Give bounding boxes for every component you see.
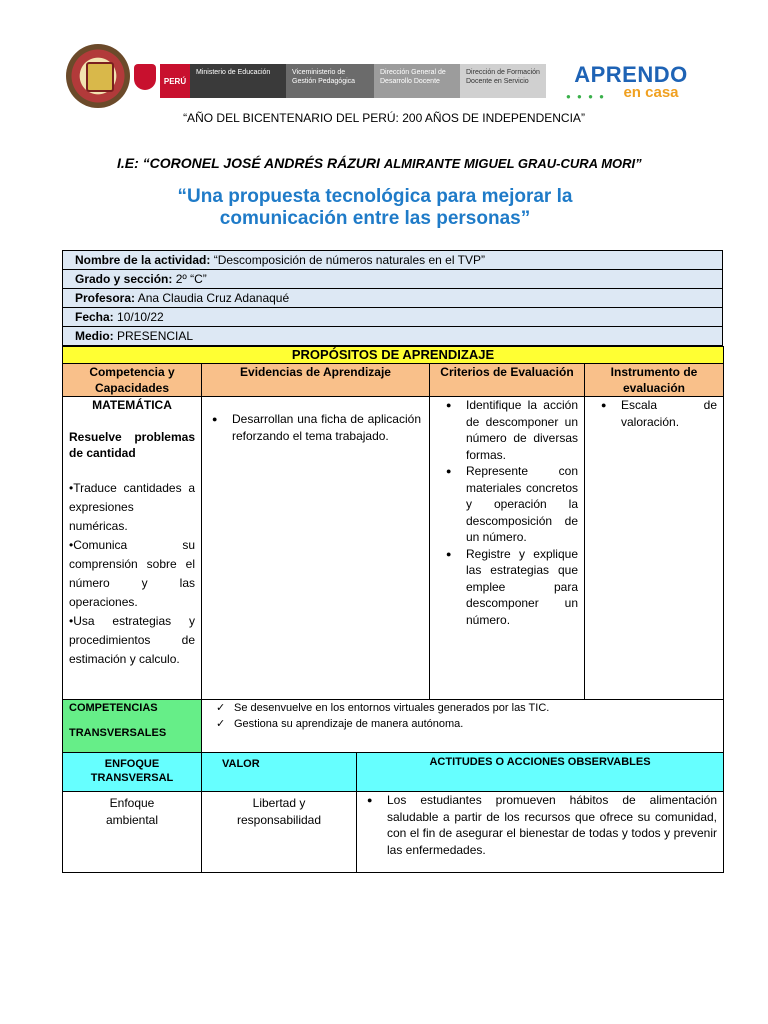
transversal-item: ✓ Gestiona su aprendizaje de manera autónoma. <box>216 716 717 732</box>
purposes-table <box>62 346 724 700</box>
criteria-item: ● Identifique la acción de descomponer un número de diversas formas. <box>466 397 578 463</box>
school-crest-logo <box>66 44 130 108</box>
header-criteria: Criterios de Evaluación <box>430 364 585 397</box>
header-evidence: Evidencias de Aprendizaje <box>202 364 430 397</box>
transversal-competences-list <box>202 700 724 753</box>
attitudes-cell <box>357 792 724 873</box>
capacity-item: •Usa estrategias y procedimientos de estimación y calculo. <box>69 613 195 666</box>
competence-cell <box>63 397 202 700</box>
gov-block-training: Dirección de Formación Docente en Servicio <box>460 64 546 98</box>
gov-block-ministry: Ministerio de Educación <box>190 64 286 98</box>
aprendo-en-casa-logo <box>566 64 696 100</box>
transversal-label-line2: TRANSVERSALES <box>69 727 167 739</box>
grade-label: Grado y sección: <box>75 272 173 286</box>
activity-info-table <box>62 250 723 346</box>
info-row-teacher <box>63 289 723 308</box>
transversal-item: ✓ Se desenvuelve en los entornos virtuales generados por las TIC. <box>216 700 717 716</box>
brand-line-2: en casa <box>623 84 679 101</box>
peru-label: PERÚ <box>160 64 190 98</box>
teacher-value: Ana Claudia Cruz Adanaqué <box>135 291 290 305</box>
criteria-item: ● Represente con materiales concretos y operación la descomposición de un número. <box>466 463 578 546</box>
transversal-table <box>62 699 724 873</box>
header-approach: ENFOQUE TRANSVERSAL <box>63 753 202 792</box>
activity-value: “Descomposición de números naturales en el TVP” <box>210 253 485 267</box>
date-label: Fecha: <box>75 310 114 324</box>
info-row-activity <box>63 251 723 270</box>
competence-name: Resuelve problemas de cantidad <box>69 429 195 460</box>
capacity-item: •Traduce cantidades a expresiones numéricas. <box>69 480 195 533</box>
activity-label: Nombre de la actividad: <box>75 253 211 267</box>
approach-name: Enfoque ambiental <box>63 792 202 873</box>
institution-name <box>117 155 642 171</box>
purposes-title: PROPÓSITOS DE APRENDIZAJE <box>63 347 724 364</box>
brand-line-1: APRENDO <box>574 62 688 87</box>
header-competence: Competencia y Capacidades <box>63 364 202 397</box>
brand-dots-icon: ● ● ● ● <box>566 92 606 101</box>
national-shield-icon <box>134 64 156 90</box>
date-value: 10/10/22 <box>113 310 164 324</box>
capacity-item: •Comunica su comprensión sobre el número y las operaciones. <box>69 537 195 609</box>
medium-label: Medio: <box>75 329 114 343</box>
medium-value: PRESENCIAL <box>113 329 194 343</box>
info-row-date <box>63 308 723 327</box>
evidence-cell <box>202 397 430 700</box>
header-attitudes: ACTITUDES O ACCIONES OBSERVABLES <box>357 753 724 792</box>
transversal-label-line1: COMPETENCIAS <box>69 702 158 714</box>
grade-value: 2º “C” <box>172 272 207 286</box>
institution-suffix: ALMIRANTE MIGUEL GRAU-CURA MORI” <box>383 156 642 171</box>
attitude-item: ● Los estudiantes promueven hábitos de alimentación saludable a partir de los recursos que ofrece su comunidad, con el fin de asegurar el bienestar de todas y todos y prevenir las enfermedades. <box>387 792 717 858</box>
instrument-cell <box>585 397 724 700</box>
criteria-cell <box>430 397 585 700</box>
evidence-item: ● Desarrollan una ficha de aplicación reforzando el tema trabajado. <box>232 411 421 444</box>
gov-block-vice-ministry: Viceministerio de Gestión Pedagógica <box>286 64 374 98</box>
criteria-item: ● Registre y explique las estrategias que emplee para descomponer un número. <box>466 546 578 629</box>
header-logos <box>62 42 722 114</box>
motto: “Una propuesta tecnológica para mejorar la comunicación entre las personas” <box>177 186 573 229</box>
transversal-competences-label <box>63 700 202 753</box>
gov-block-directorate: Dirección General de Desarrollo Docente <box>374 64 460 98</box>
year-title: “AÑO DEL BICENTENARIO DEL PERÚ: 200 AÑOS DE INDEPENDENCIA” <box>183 111 585 125</box>
teacher-label: Profesora: <box>75 291 136 305</box>
value-name: Libertad y responsabilidad <box>202 792 357 873</box>
header-value: VALOR <box>202 753 357 792</box>
area-name: MATEMÁTICA <box>92 398 172 412</box>
info-row-grade <box>63 270 723 289</box>
instrument-item: ● Escala de valoración. <box>621 397 717 430</box>
info-row-medium <box>63 327 723 346</box>
institution-prefix: I.E: “CORONEL JOSÉ ANDRÉS RÁZURI <box>117 155 384 171</box>
header-instrument: Instrumento de evaluación <box>585 364 724 397</box>
